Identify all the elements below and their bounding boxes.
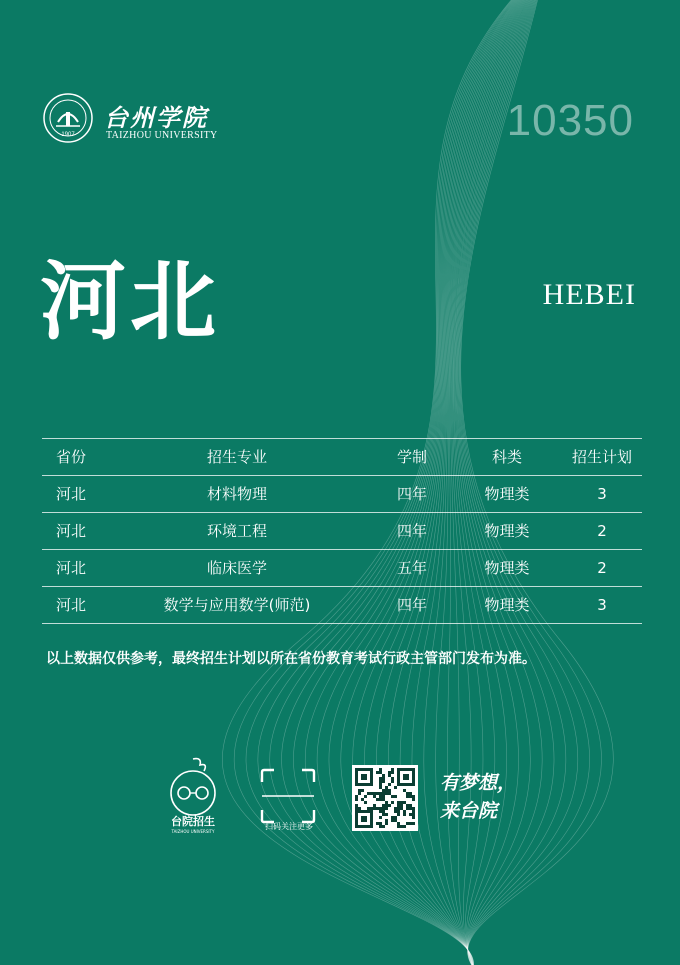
cell-length: 五年 [396,559,427,577]
cell-major: 临床医学 [206,559,267,577]
school-code: 10350 [506,96,634,145]
cell-plan: 3 [597,485,607,503]
cell-plan: 2 [597,559,607,577]
table-row [42,586,642,624]
scan-label: 扫码关注更多 [265,822,313,831]
cell-major: 环境工程 [206,522,267,540]
cell-province: 河北 [56,559,87,577]
header-plan: 招生计划 [571,448,632,466]
cell-category: 物理类 [484,559,530,577]
table-row [42,549,642,586]
slogan [440,769,516,825]
mascot-title: 台院招生 [171,815,215,828]
table-header-row [42,438,642,475]
table-row [42,475,642,512]
cell-category: 物理类 [484,596,530,614]
qr-code[interactable] [352,765,418,831]
cell-province: 河北 [56,522,87,540]
disclaimer-note: 以上数据仅供参考，最终招生计划以所在省份教育考试行政主管部门发布为准。 [46,651,536,667]
header-length: 学制 [396,448,427,466]
enrollment-table [42,438,642,624]
cell-length: 四年 [396,596,427,614]
cell-length: 四年 [396,522,427,540]
header-major: 招生专业 [206,448,267,466]
cell-major: 材料物理 [206,485,267,503]
school-logo [42,92,242,152]
emblem-year: 1907 [61,132,75,138]
school-emblem-icon [42,92,94,144]
mascot-subtitle: TAIZHOU UNIVERSITY [171,829,215,834]
cell-major: 数学与应用数学(师范) [163,596,311,614]
footer [160,755,540,845]
cell-province: 河北 [56,485,87,503]
school-name-cn: 台州学院 [104,103,208,132]
province-title-en: HEBEI [542,278,636,311]
mascot-icon [160,755,226,835]
table-row [42,512,642,549]
cell-plan: 2 [597,522,607,540]
slogan-line-1: 有梦想， [440,772,517,794]
slogan-line-2: 来台院 [440,800,498,822]
province-title-cn: 河北 [40,251,220,352]
cell-length: 四年 [396,485,427,503]
school-name-en: TAIZHOU UNIVERSITY [106,130,218,141]
cell-category: 物理类 [484,485,530,503]
header-category: 科类 [491,448,522,466]
cell-category: 物理类 [484,522,530,540]
cell-province: 河北 [56,596,87,614]
header-province: 省份 [56,448,87,466]
cell-plan: 3 [597,596,607,614]
